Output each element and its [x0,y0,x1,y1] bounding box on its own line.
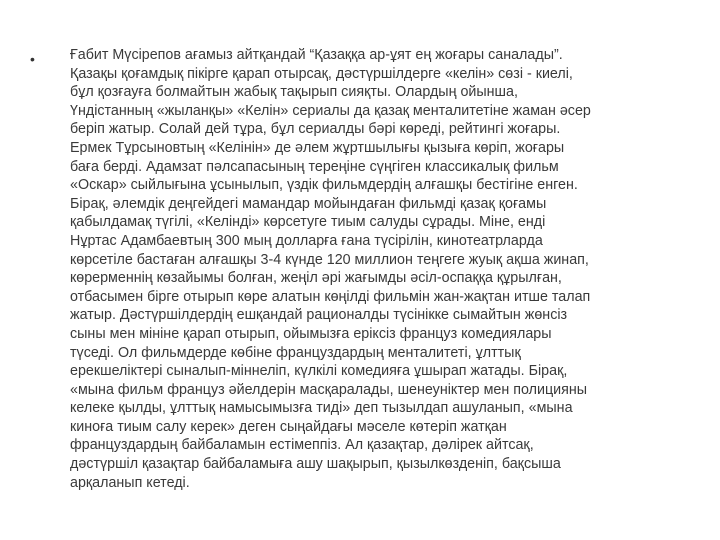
paragraph-line: ерекшеліктері сыналып-міннеліп, күлкілі комедияға ұшырап жатады. Бірақ, [70,363,568,380]
paragraph-line: қабылдамақ түгілі, «Келінді» көрсетуге тиым салуды сұрады. Міне, енді [70,214,546,231]
paragraph-line: жатыр. Дәстүршілдердің ешқандай рационалды түсінікке сымайтын жөнсіз [70,307,568,324]
paragraph-line: киноға тиым салу керек» деген сыңайдағы мәселе көтеріп жатқан [70,418,507,435]
paragraph-line: түседі. Ол фильмдерде көбіне француздардың менталитеті, ұлттық [70,344,521,361]
bullet-marker: • [30,51,35,67]
paragraph-line: «мына фильм француз әйелдерін масқаралады, шенеуніктер мен полицияны [70,381,588,398]
paragraph-line: көрсетіле бастаған алғашқы 3-4 күнде 120 миллион теңгеге жуық ақша жинап, [70,251,589,268]
paragraph-line: беріп жатыр. Солай дей тұра, бұл сериалды бәрі көреді, рейтингі жоғары. [70,121,561,138]
paragraph-line: Ғабит Мүсірепов ағамыз айтқандай “Қазаққа ар-ұят ең жоғары саналады”. [70,47,563,63]
paragraph-line: Үндістанның «жыланқы» «Келін» сериалы да қазақ менталитетіне жаман әсер [70,102,591,119]
paragraph-line: Ермек Тұрсыновтың «Келінін» де әлем жұртшылығы қызыға көріп, жоғары [70,139,565,156]
paragraph-line: баға берді. Адамзат пәлсапасының тереңіне сүңгіген классикалық фильм [70,158,559,175]
paragraph-line: арқаланып кетеді. [70,474,190,491]
paragraph-line: дәстүршіл қазақтар байбаламыға ашу шақырып, қызылкөзденіп, бақсыша [70,456,561,473]
paragraph-line: келеке қылды, ұлттық намысымызға тиді» деп тызылдап ашуланып, «мына [70,400,573,417]
paragraph-line: көрерменнің көзайымы болған, жеңіл әрі жағымды әсіл-оспаққа құрылған, [70,270,562,287]
paragraph-line: «Оскар» сыйлығына ұсынылып, үздік фильмдердің алғашқы бестігіне енген. [70,177,578,194]
paragraph-line: сыны мен мініне қарап отырып, ойымызға еріксіз француз комедиялары [70,325,552,342]
paragraph-line: Нұртас Адамбаевтың 300 мың долларға ғана түсірілін, кинотеатрларда [70,232,543,249]
paragraph [70,46,670,492]
paragraph-line: Қазақы қоғамдық пікірге қарап отырсақ, дәстүршілдерге «келін» сөзі - киелі, [70,65,573,82]
paragraph-line: Бірақ, әлемдік деңгейдегі мамандар мойындаған фильмді қазақ қоғамы [70,195,547,212]
paragraph-line: отбасымен бірге отырып көре алатын көңілді фильмін жан-жақтан итше талап [70,288,591,305]
paragraph-line: француздардың байбаламын естімеппіз. Ал қазақтар, дәлірек айтсақ, [70,437,534,454]
paragraph-line: бұл қозғауға болмайтын жабық тақырып сияқты. Олардың ойынша, [70,84,518,101]
